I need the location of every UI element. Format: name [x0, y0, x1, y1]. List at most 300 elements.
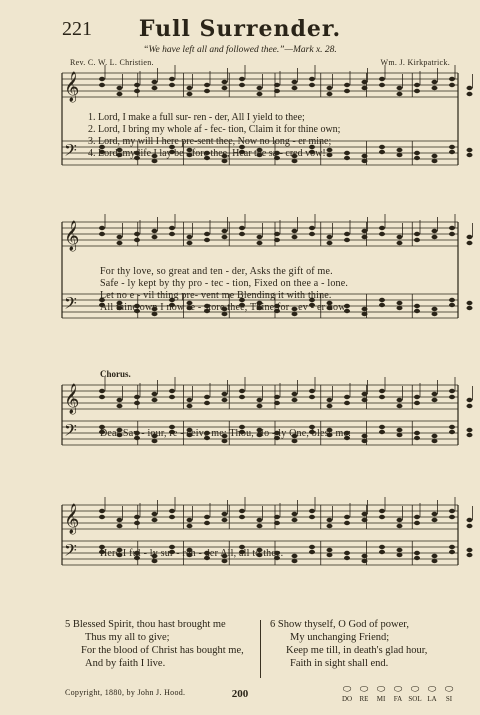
note-head [467, 235, 473, 239]
solfa-syllable: SI [445, 695, 453, 703]
note-head [397, 428, 403, 432]
note-head [449, 545, 455, 549]
note-head [274, 515, 280, 519]
note-head [467, 548, 473, 552]
solfa-note-icon: ⬭ [427, 684, 437, 695]
note-head [169, 226, 175, 230]
bass-clef-icon: 𝄢 [64, 542, 77, 564]
note-head [187, 92, 193, 96]
note-head [204, 238, 210, 242]
stanza-5-line: For the blood of Christ has bought me, [81, 645, 244, 656]
note-head [379, 430, 385, 434]
note-head [292, 554, 298, 558]
note-head [449, 232, 455, 236]
note-head [169, 509, 175, 513]
note-head [432, 554, 438, 558]
note-head [379, 303, 385, 307]
composer-credit: Wm. J. Kirkpatrick. [380, 58, 450, 67]
note-head [99, 395, 105, 399]
note-head [152, 392, 158, 396]
note-head [432, 86, 438, 90]
note-head [292, 518, 298, 522]
note-head [344, 515, 350, 519]
note-head [274, 395, 280, 399]
note-head [152, 559, 158, 563]
note-head [187, 235, 193, 239]
note-head [362, 312, 368, 316]
note-head [117, 92, 123, 96]
note-head [327, 153, 333, 157]
note-head [239, 395, 245, 399]
note-head [414, 83, 420, 87]
note-head [414, 515, 420, 519]
note-head [257, 518, 263, 522]
note-head [449, 298, 455, 302]
note-head [414, 521, 420, 525]
note-head [257, 398, 263, 402]
note-head [397, 518, 403, 522]
note-head [327, 524, 333, 528]
note-head [117, 524, 123, 528]
solfa-note-icon: ⬭ [410, 684, 420, 695]
note-head [344, 395, 350, 399]
note-head [362, 434, 368, 438]
note-head [187, 241, 193, 245]
note-head [222, 235, 228, 239]
solfa-syllables [340, 695, 456, 703]
note-head [134, 232, 140, 236]
note-head [379, 150, 385, 154]
note-head [327, 398, 333, 402]
note-head [222, 518, 228, 522]
stanza-6-line: Keep me till, in death's glad hour, [286, 645, 428, 656]
note-head [309, 77, 315, 81]
note-head [204, 89, 210, 93]
stanza-5-line: 5 Blessed Spirit, thou hast brought me [65, 619, 226, 630]
note-head [292, 559, 298, 563]
note-head [397, 301, 403, 305]
note-head [152, 398, 158, 402]
stanza-6-line: 6 Show thyself, O God of power, [270, 619, 409, 630]
note-head [432, 439, 438, 443]
note-head [397, 86, 403, 90]
note-head [117, 404, 123, 408]
note-head [169, 389, 175, 393]
note-head [187, 518, 193, 522]
note-head [152, 86, 158, 90]
note-head [134, 521, 140, 525]
note-head [257, 241, 263, 245]
note-head [432, 159, 438, 163]
note-head [467, 301, 473, 305]
note-head [222, 512, 228, 516]
solfa-note-icon: ⬭ [393, 684, 403, 695]
note-head [292, 159, 298, 163]
note-head [239, 515, 245, 519]
note-head [362, 559, 368, 563]
note-head [309, 226, 315, 230]
note-head [432, 512, 438, 516]
treble-clef-icon: 𝄞 [64, 504, 80, 533]
note-head [152, 235, 158, 239]
note-head [152, 159, 158, 163]
note-head [309, 515, 315, 519]
solfa-note-icon: ⬭ [444, 684, 454, 695]
note-head [449, 77, 455, 81]
note-head [362, 307, 368, 311]
note-head [187, 524, 193, 528]
chorus-lyric-2: Here I ful - ly sur - ren - der All, all to thee. [100, 548, 284, 559]
note-head [362, 398, 368, 402]
bass-clef-icon: 𝄢 [64, 422, 77, 444]
note-head [432, 80, 438, 84]
note-head [467, 553, 473, 557]
note-head [397, 241, 403, 245]
note-head [414, 436, 420, 440]
note-head [467, 404, 473, 408]
note-head [134, 401, 140, 405]
note-head [152, 439, 158, 443]
note-head [467, 86, 473, 90]
note-head [397, 398, 403, 402]
note-head [449, 389, 455, 393]
note-head [169, 232, 175, 236]
note-head [467, 241, 473, 245]
note-head [449, 395, 455, 399]
author-credit: Rev. C. W. L. Christien. [70, 58, 154, 67]
note-head [362, 86, 368, 90]
solfa-note-icon: ⬭ [376, 684, 386, 695]
note-head [362, 512, 368, 516]
note-head [327, 548, 333, 552]
note-head [292, 398, 298, 402]
solfa-syllable: RE [359, 695, 369, 703]
note-head [414, 232, 420, 236]
note-head [274, 232, 280, 236]
note-head [449, 145, 455, 149]
note-head [187, 404, 193, 408]
note-head [257, 92, 263, 96]
note-head [292, 392, 298, 396]
note-head [432, 434, 438, 438]
note-head [344, 521, 350, 525]
page-number: 200 [231, 688, 249, 700]
note-head [397, 404, 403, 408]
note-head [432, 392, 438, 396]
note-head [397, 433, 403, 437]
note-head [292, 86, 298, 90]
note-head [134, 395, 140, 399]
scripture-epigraph: “We have left all and followed thee.”—Mark x. 28. [143, 45, 337, 55]
note-head [222, 392, 228, 396]
note-head [362, 439, 368, 443]
note-head [379, 77, 385, 81]
note-head [362, 392, 368, 396]
note-head [432, 312, 438, 316]
note-head [449, 509, 455, 513]
note-head [134, 515, 140, 519]
note-head [99, 389, 105, 393]
solfa-syllable: MI [376, 695, 386, 703]
note-head [117, 518, 123, 522]
note-head [379, 509, 385, 513]
stanza-divider [260, 620, 261, 678]
chorus-lyric-1: Dear Sav - iour, re - ceive me; Thou, Ho - ly One, bless me: [100, 428, 352, 439]
note-head [274, 238, 280, 242]
solfa-syllable: DO [341, 695, 353, 703]
note-head [187, 398, 193, 402]
note-head [309, 389, 315, 393]
treble-clef-icon: 𝄞 [64, 221, 80, 250]
stanza-5 [65, 618, 244, 670]
note-head [379, 515, 385, 519]
note-head [222, 86, 228, 90]
note-head [222, 159, 228, 163]
note-head [414, 304, 420, 308]
note-head [309, 395, 315, 399]
note-head [292, 512, 298, 516]
note-head [344, 89, 350, 93]
note-head [117, 398, 123, 402]
note-head [274, 401, 280, 405]
copyright-notice: Copyright, 1880, by John J. Hood. [65, 688, 186, 697]
note-head [362, 159, 368, 163]
verse-1-line: 1. Lord, I make a full sur- ren - der, All I yield to thee; [88, 112, 305, 123]
hymn-title: Full Surrender. [138, 16, 342, 42]
stanza-5-line: Thus my all to give; [85, 632, 170, 643]
note-head [397, 553, 403, 557]
note-head [169, 83, 175, 87]
note-head [344, 238, 350, 242]
note-head [414, 238, 420, 242]
solfa-syllable: LA [427, 695, 437, 703]
note-head [257, 524, 263, 528]
note-head [327, 241, 333, 245]
note-head [449, 303, 455, 307]
note-head [362, 80, 368, 84]
note-head [292, 80, 298, 84]
note-head [449, 425, 455, 429]
note-head [344, 151, 350, 155]
note-head [432, 229, 438, 233]
note-head [327, 553, 333, 557]
note-head [379, 298, 385, 302]
bass-clef-icon: 𝄢 [64, 295, 77, 317]
note-head [239, 232, 245, 236]
note-head [222, 439, 228, 443]
note-head [117, 241, 123, 245]
note-head [344, 156, 350, 160]
note-head [309, 232, 315, 236]
note-head [257, 86, 263, 90]
note-head [467, 524, 473, 528]
note-head [432, 154, 438, 158]
note-head [204, 232, 210, 236]
note-head [204, 83, 210, 87]
note-head [327, 86, 333, 90]
note-head [222, 559, 228, 563]
note-head [309, 545, 315, 549]
system2-lyric-3: Let no e - vil thing pre- vent me Blending it with thine. [100, 290, 332, 301]
note-head [309, 550, 315, 554]
note-head [327, 92, 333, 96]
note-head [362, 554, 368, 558]
note-head [379, 232, 385, 236]
note-head [327, 404, 333, 408]
note-head [379, 550, 385, 554]
note-head [309, 83, 315, 87]
note-head [397, 524, 403, 528]
note-head [467, 148, 473, 152]
note-head [99, 83, 105, 87]
note-head [309, 509, 315, 513]
note-head [397, 306, 403, 310]
note-head [274, 521, 280, 525]
note-head [222, 398, 228, 402]
note-head [292, 439, 298, 443]
note-head [239, 77, 245, 81]
note-head [239, 226, 245, 230]
note-head [134, 83, 140, 87]
system2-lyric-4: All thine own I now re - store thee, Thine for - ev - er now. [100, 302, 348, 313]
note-head [414, 551, 420, 555]
note-head [414, 151, 420, 155]
note-head [344, 556, 350, 560]
note-head [152, 80, 158, 84]
note-head [344, 83, 350, 87]
note-head [467, 518, 473, 522]
note-head [204, 521, 210, 525]
note-head [449, 515, 455, 519]
note-head [362, 518, 368, 522]
note-head [379, 145, 385, 149]
verse-3-line: 3. Lord, my will I here pre-sent thee, Now no long - er mine; [88, 136, 332, 147]
note-head [379, 83, 385, 87]
system2-lyric-2: Safe - ly kept by thy pro - tec - tion, Fixed on thee a - lone. [100, 278, 349, 289]
bass-clef-icon: 𝄢 [64, 142, 77, 164]
note-head [204, 515, 210, 519]
note-head [362, 229, 368, 233]
stanza-6 [270, 618, 427, 670]
note-head [204, 395, 210, 399]
note-head [239, 389, 245, 393]
note-head [292, 235, 298, 239]
note-head [99, 226, 105, 230]
note-head [467, 433, 473, 437]
note-head [432, 307, 438, 311]
note-head [414, 401, 420, 405]
note-head [449, 83, 455, 87]
note-head [432, 235, 438, 239]
note-head [117, 86, 123, 90]
note-head [169, 77, 175, 81]
note-head [257, 404, 263, 408]
note-head [152, 512, 158, 516]
note-head [344, 232, 350, 236]
note-head [397, 235, 403, 239]
note-head [432, 518, 438, 522]
note-head [414, 556, 420, 560]
note-head [379, 395, 385, 399]
note-head [169, 515, 175, 519]
note-head [274, 89, 280, 93]
note-head [134, 89, 140, 93]
note-head [152, 229, 158, 233]
note-head [432, 398, 438, 402]
note-head [414, 309, 420, 313]
note-head [362, 235, 368, 239]
note-head [432, 559, 438, 563]
note-head [152, 518, 158, 522]
chorus-label: Chorus. [100, 369, 131, 379]
note-head [99, 77, 105, 81]
note-head [467, 153, 473, 157]
note-head [327, 518, 333, 522]
note-head [467, 306, 473, 310]
note-head [397, 548, 403, 552]
note-head [379, 425, 385, 429]
verse-2-line: 2. Lord, I bring my whole af - fec- tion, Claim it for thine own; [88, 124, 341, 135]
note-head [99, 515, 105, 519]
note-head [257, 235, 263, 239]
solfa-syllable: SOL [408, 695, 422, 703]
note-head [344, 401, 350, 405]
note-head [449, 430, 455, 434]
note-head [344, 551, 350, 555]
note-head [397, 148, 403, 152]
stanza-6-line: My unchanging Friend; [290, 632, 390, 643]
note-head [274, 83, 280, 87]
solfa-note-icon: ⬭ [359, 684, 369, 695]
note-head [222, 80, 228, 84]
note-head [292, 229, 298, 233]
note-head [99, 232, 105, 236]
solfa-legend [340, 684, 456, 703]
note-head [327, 235, 333, 239]
note-head [467, 398, 473, 402]
note-head [397, 153, 403, 157]
note-head [239, 509, 245, 513]
note-head [187, 86, 193, 90]
note-head [169, 395, 175, 399]
stanza-5-line: And by faith I live. [85, 658, 166, 669]
note-head [99, 509, 105, 513]
note-head [414, 395, 420, 399]
note-head [379, 545, 385, 549]
note-head [222, 229, 228, 233]
system2-lyric-1: For thy love, so great and ten - der, Asks the gift of me. [100, 266, 333, 277]
note-head [379, 389, 385, 393]
note-head [449, 550, 455, 554]
solfa-shape-notes [340, 684, 456, 695]
note-head [379, 226, 385, 230]
note-head [362, 154, 368, 158]
note-head [414, 156, 420, 160]
solfa-note-icon: ⬭ [342, 684, 352, 695]
note-head [467, 428, 473, 432]
note-head [134, 238, 140, 242]
note-head [449, 150, 455, 154]
note-head [449, 226, 455, 230]
solfa-syllable: FA [393, 695, 403, 703]
note-head [117, 235, 123, 239]
note-head [327, 148, 333, 152]
note-head [414, 431, 420, 435]
treble-clef-icon: 𝄞 [64, 384, 80, 413]
treble-clef-icon: 𝄞 [64, 72, 80, 101]
note-head [414, 89, 420, 93]
hymn-number: 221 [62, 18, 92, 40]
